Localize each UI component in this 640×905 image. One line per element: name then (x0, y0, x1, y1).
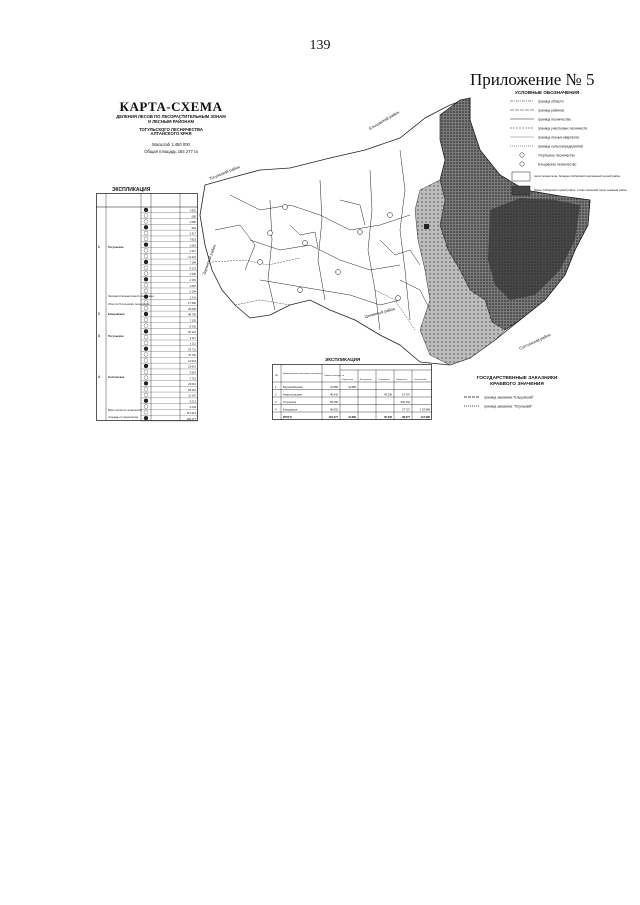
bottom-table-cell: 46 942 (330, 393, 338, 397)
left-table-marker (144, 358, 148, 362)
left-table-value: 53 711 (188, 348, 196, 352)
legend-item-3: граница участковых лесничеств (538, 126, 588, 131)
bottom-header-7: Солтонский (414, 379, 426, 381)
left-group-name-4: Солтонское (108, 375, 125, 379)
left-table-value: 9 173 (189, 267, 196, 271)
bottom-table-cell: 46 092 (330, 408, 338, 412)
left-table-value: 1 043 (189, 406, 196, 410)
left-group-name-3: Тогульское (108, 334, 124, 338)
left-table-value: 23 609 (188, 307, 196, 311)
left-group-id-1: 1 (98, 245, 100, 249)
sanctuary-item-0: граница заказника "Ельцовский" (484, 395, 534, 400)
bottom-table-title: ЭКСПЛИКАЦИЯ (325, 357, 361, 362)
sanctuary-item-1: граница заказника "Тогульский" (484, 404, 533, 409)
left-table-value: 48 705 (188, 313, 196, 317)
left-table-marker (144, 335, 148, 339)
bottom-header-2: Общая площадь, га (324, 375, 345, 377)
map-area: Общая площадь 184 277 га (144, 149, 198, 155)
left-table-value: 1 211 (189, 342, 196, 346)
bottom-header-4: Ельцовское (360, 379, 372, 381)
left-group-id-3: 3 (98, 334, 100, 338)
bottom-table-cell: 14 707 (402, 393, 410, 397)
left-table-marker (144, 208, 148, 212)
bottom-header-6: Заринское (396, 379, 407, 381)
bottom-table-cell: 65 236 (384, 416, 392, 419)
bottom-table-cell: 41 889 (348, 386, 356, 389)
left-table-value: 7 713 (189, 377, 196, 381)
legend-item-2: граница лесничества (538, 117, 571, 122)
bottom-table-cell: Верхнеобинское (283, 386, 303, 389)
left-table-value: 112 913 (186, 412, 196, 416)
left-table-marker (144, 381, 148, 385)
left-table-marker (144, 283, 148, 287)
map-subtitle-2: И ЛЕСНЫМ РАЙОНАМ (148, 118, 194, 124)
legend-title: УСЛОВНЫЕ ОБОЗНАЧЕНИЯ (515, 90, 580, 95)
left-table-value: 3 117 (189, 336, 196, 340)
bottom-header-0: № (275, 374, 278, 377)
left-table-value: 1 802 (189, 209, 196, 213)
left-table-marker (144, 347, 148, 351)
bottom-table-cell: 1 03 986 (419, 408, 430, 412)
appendix-title: Приложение № 5 (470, 70, 595, 89)
bottom-table-cell: 546 254 (400, 401, 410, 404)
left-table-value: 1 317 (189, 250, 196, 254)
left-table-value: 2 013 (189, 400, 196, 404)
left-table-marker (144, 352, 148, 356)
bottom-table-cell: 98 677 (402, 416, 410, 419)
left-table-value: 608 (191, 215, 196, 219)
left-table-value: 2 317 (189, 232, 196, 236)
left-group-name-1: Тогульское (108, 245, 124, 249)
left-table-marker (144, 254, 148, 258)
left-table-marker (144, 243, 148, 247)
left-table-value: 70 702 (188, 354, 196, 358)
left-table-value: 11 221 (188, 255, 196, 259)
left-table-marker (144, 341, 148, 345)
left-table-value: 3 194 (189, 290, 196, 294)
forestry-name-2: АЛТАЙСКОГО КРАЯ (150, 131, 192, 137)
left-table-value: 184 277 (186, 417, 196, 421)
left-table-value: 1 087 (189, 284, 196, 288)
left-table-marker (144, 376, 148, 380)
district-label-tselinny: Целинный район (363, 306, 396, 319)
bottom-table-cell: ИТОГО (283, 416, 292, 419)
left-summary-1: Итого по Тогульскому лесничеству (108, 303, 150, 306)
left-table-marker (144, 393, 148, 397)
legend-item-8: лесостепная зона, Западно-Сибирский подтаежный лесной район (534, 174, 621, 178)
district-label-zarinsk: Заринский район (201, 243, 217, 276)
left-summary-2: Всего лесов по лесничеству (108, 409, 142, 412)
left-table-value: 1 946 (189, 273, 196, 277)
district-label-solton: Солтонский район (518, 331, 552, 351)
legend-item-4: граница лесных кварталов (538, 135, 579, 140)
left-table-value: 17 382 (188, 302, 196, 306)
forestry-name-1: ТОГУЛЬСКОГО ЛЕСНИЧЕСТВА (139, 126, 203, 132)
sanctuary-title (462, 376, 572, 388)
left-table-marker (144, 312, 148, 316)
bottom-table-cell: 3 (275, 401, 277, 404)
bottom-table-cell: 184 277 (328, 416, 338, 419)
left-table-title: ЭКСПЛИКАЦИЯ (112, 187, 151, 193)
legend-item-1: граница районов (538, 108, 564, 113)
bottom-table-cell: 37 727 (402, 408, 410, 412)
left-table-marker (144, 387, 148, 391)
left-table-value: 1 086 (189, 221, 196, 225)
bottom-table-cell: 41 889 (330, 386, 338, 389)
left-table-marker (144, 214, 148, 218)
left-table-marker (144, 416, 148, 420)
legend-item-6: Тогульское лесничество (538, 153, 576, 158)
legend-item-0: граница области (538, 99, 564, 104)
bottom-table-cell: 46 236 (384, 393, 392, 397)
left-table-marker (144, 231, 148, 235)
bottom-table-cell: Ельцовское (283, 408, 298, 412)
left-group-id-4: 4 (98, 375, 100, 379)
left-table-marker (144, 329, 148, 333)
legend-item-7: Ельцовское лесничество (538, 162, 577, 167)
left-table-marker (144, 289, 148, 293)
left-table-value: 963 (191, 226, 196, 230)
district-label-eltsovka: Ельцовский район (368, 109, 401, 131)
left-summary-3: площадь по лесничеству (108, 416, 139, 419)
left-table-value: 7 183 (189, 319, 196, 323)
map-title: КАРТА-СХЕМА (119, 99, 223, 114)
bottom-table-cell: 58 250 (330, 401, 338, 404)
left-table-value: 11 167 (188, 394, 196, 398)
left-summary-0: Лесорастительная зона Степная зона (108, 295, 154, 298)
left-table-marker (144, 399, 148, 403)
sanctuary-legend (462, 392, 572, 414)
left-table-value: 7 184 (189, 261, 196, 265)
left-table-marker (144, 277, 148, 281)
left-table-marker (144, 370, 148, 374)
left-table-marker (144, 260, 148, 264)
left-group-name-2: Ельцовское (108, 312, 125, 316)
bottom-header-5: Солтонское (378, 379, 390, 381)
left-table-marker (144, 410, 148, 414)
left-table-value: 2 153 (189, 278, 196, 282)
bottom-table-cell: 2 (275, 393, 277, 397)
left-table-value: 60 124 (188, 331, 196, 335)
left-table-value: 12 013 (188, 359, 196, 363)
bottom-header-1: Наименование участковых лесничеств (283, 373, 323, 375)
bottom-table-cell: Новотогульское (283, 393, 303, 397)
map-subtitle-1: ДЕЛЕНИЯ ЛЕСОВ ПО ЛЕСОРАСТИТЕЛЬНЫМ ЗОНАМ (116, 113, 226, 119)
bottom-table-cell: 41 889 (348, 416, 356, 419)
left-table-marker (144, 266, 148, 270)
left-table-marker (144, 225, 148, 229)
map-scale: Масштаб 1:450 000 (152, 142, 190, 148)
left-table-value: 23 614 (188, 365, 196, 369)
left-table-marker (144, 306, 148, 310)
district-label-togul: Тогульский район (208, 164, 241, 181)
left-table-marker (144, 318, 148, 322)
bottom-table-cell: Тогульское (283, 401, 297, 404)
sanctuary-title-1: ГОСУДАРСТВЕННЫЕ ЗАКАЗНИКИ (476, 376, 558, 381)
left-table-value: 1 241 (189, 296, 196, 300)
page-number: 139 (309, 38, 331, 53)
legend-item-5: граница сельхозпредприятий (538, 144, 583, 149)
left-table-value: 8 236 (189, 325, 196, 329)
left-table-marker (144, 405, 148, 409)
bottom-explication-table (272, 364, 432, 420)
left-table-value: 23 614 (188, 383, 196, 387)
sanctuary-title-2: КРАЕВОГО ЗНАЧЕНИЯ (490, 381, 544, 387)
left-table-value: 3 514 (189, 371, 196, 375)
forestry-office-marker (424, 224, 429, 229)
legend-item-9: Южно-Сибирский горный район, Алтае-Саянский горно-таежный район (534, 188, 627, 192)
left-table-marker (144, 237, 148, 241)
bottom-table-cell: 1 (275, 386, 277, 389)
left-table-marker (144, 364, 148, 368)
bottom-table-cell: 4 (275, 408, 277, 412)
left-group-id-2: 2 (98, 312, 100, 316)
left-explication-table (96, 193, 198, 421)
left-table-marker (144, 272, 148, 276)
bottom-table-cell: 113 986 (420, 416, 430, 419)
bottom-header-3: Тогульское (342, 379, 354, 381)
legend (508, 97, 627, 217)
left-table-marker (144, 219, 148, 223)
left-table-value: 7 823 (189, 238, 196, 242)
left-table-marker (144, 324, 148, 328)
left-table-marker (144, 248, 148, 252)
left-table-value: 1 818 (189, 244, 196, 248)
left-table-value: 83 114 (188, 388, 196, 392)
